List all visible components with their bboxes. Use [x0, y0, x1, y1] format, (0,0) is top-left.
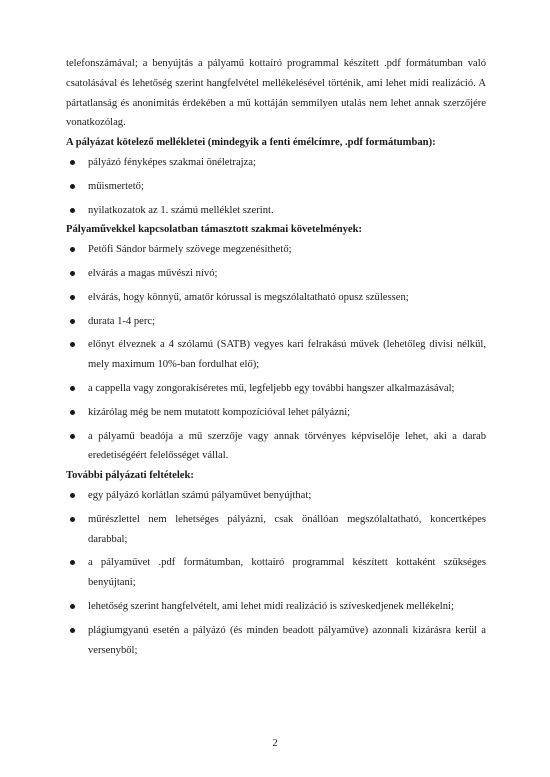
document-page — [66, 54, 486, 660]
conditions-list — [66, 486, 486, 660]
list-item: a pályaművet .pdf formátumban, kottaíró programmal készített kottaként szükséges benyújtani; — [66, 553, 486, 593]
list-item: elvárás a magas művészi nívó; — [66, 264, 486, 284]
list-item: egy pályázó korlátlan számú pályaművet benyújthat; — [66, 486, 486, 506]
list-item: a cappella vagy zongorakíséretes mű, legfeljebb egy további hangszer alkalmazásával; — [66, 379, 486, 399]
list-item: előnyt élveznek a 4 szólamú (SATB) vegyes kari felrakású művek (lehetőleg divisi nélkül, mely maximum 10%-ban fordulhat elő); — [66, 335, 486, 375]
list-item: elvárás, hogy könnyű, amatőr kórussal is megszólaltatható opusz szülessen; — [66, 288, 486, 308]
intro-paragraph: telefonszámával; a benyújtás a pályamű kottaíró programmal készített .pdf formátumban való csatolásával és lehetőség szerint hangfelvétel mellékelésével történik, ami lehet midi realizáció. A pártatlanság és anonimitás érdekében a mű kottáján semmilyen utalás nem lehet annak szerzőjére vonatkozólag. — [66, 58, 486, 129]
list-item: lehetőség szerint hangfelvételt, ami lehet midi realizáció is szíveskedjenek mellékelni; — [66, 597, 486, 617]
list-item: durata 1-4 perc; — [66, 312, 486, 332]
list-item: pályázó fényképes szakmai önéletrajza; — [66, 153, 486, 173]
attachments-list — [66, 153, 486, 220]
section-heading-requirements: Pályaművekkel kapcsolatban támasztott szakmai követelmények: — [66, 224, 363, 236]
list-item: plágiumgyanú esetén a pályázó (és minden beadott pályaműve) azonnali kizárásra kerül a versenyből; — [66, 621, 486, 661]
list-item: műismertető; — [66, 177, 486, 197]
section-heading-attachments: A pályázat kötelező mellékletei (mindegyik a fenti émélcímre, .pdf formátumban): — [66, 137, 436, 149]
list-item: Petőfi Sándor bármely szövege megzenésíthető; — [66, 240, 486, 260]
page-number: 2 — [272, 738, 278, 749]
list-item: nyilatkozatok az 1. számú melléklet szerint. — [66, 201, 486, 221]
list-item: műrészlettel nem lehetséges pályázni, csak önállóan megszólaltatható, koncertképes darabbal; — [66, 510, 486, 550]
list-item: kizárólag még be nem mutatott kompozícióval lehet pályázni; — [66, 403, 486, 423]
requirements-list — [66, 240, 486, 466]
list-item: a pályamű beadója a mű szerzője vagy annak törvényes képviselője lehet, aki a darab eredetiségéért felelősséget vállal. — [66, 427, 486, 467]
section-heading-conditions: További pályázati feltételek: — [66, 470, 194, 482]
